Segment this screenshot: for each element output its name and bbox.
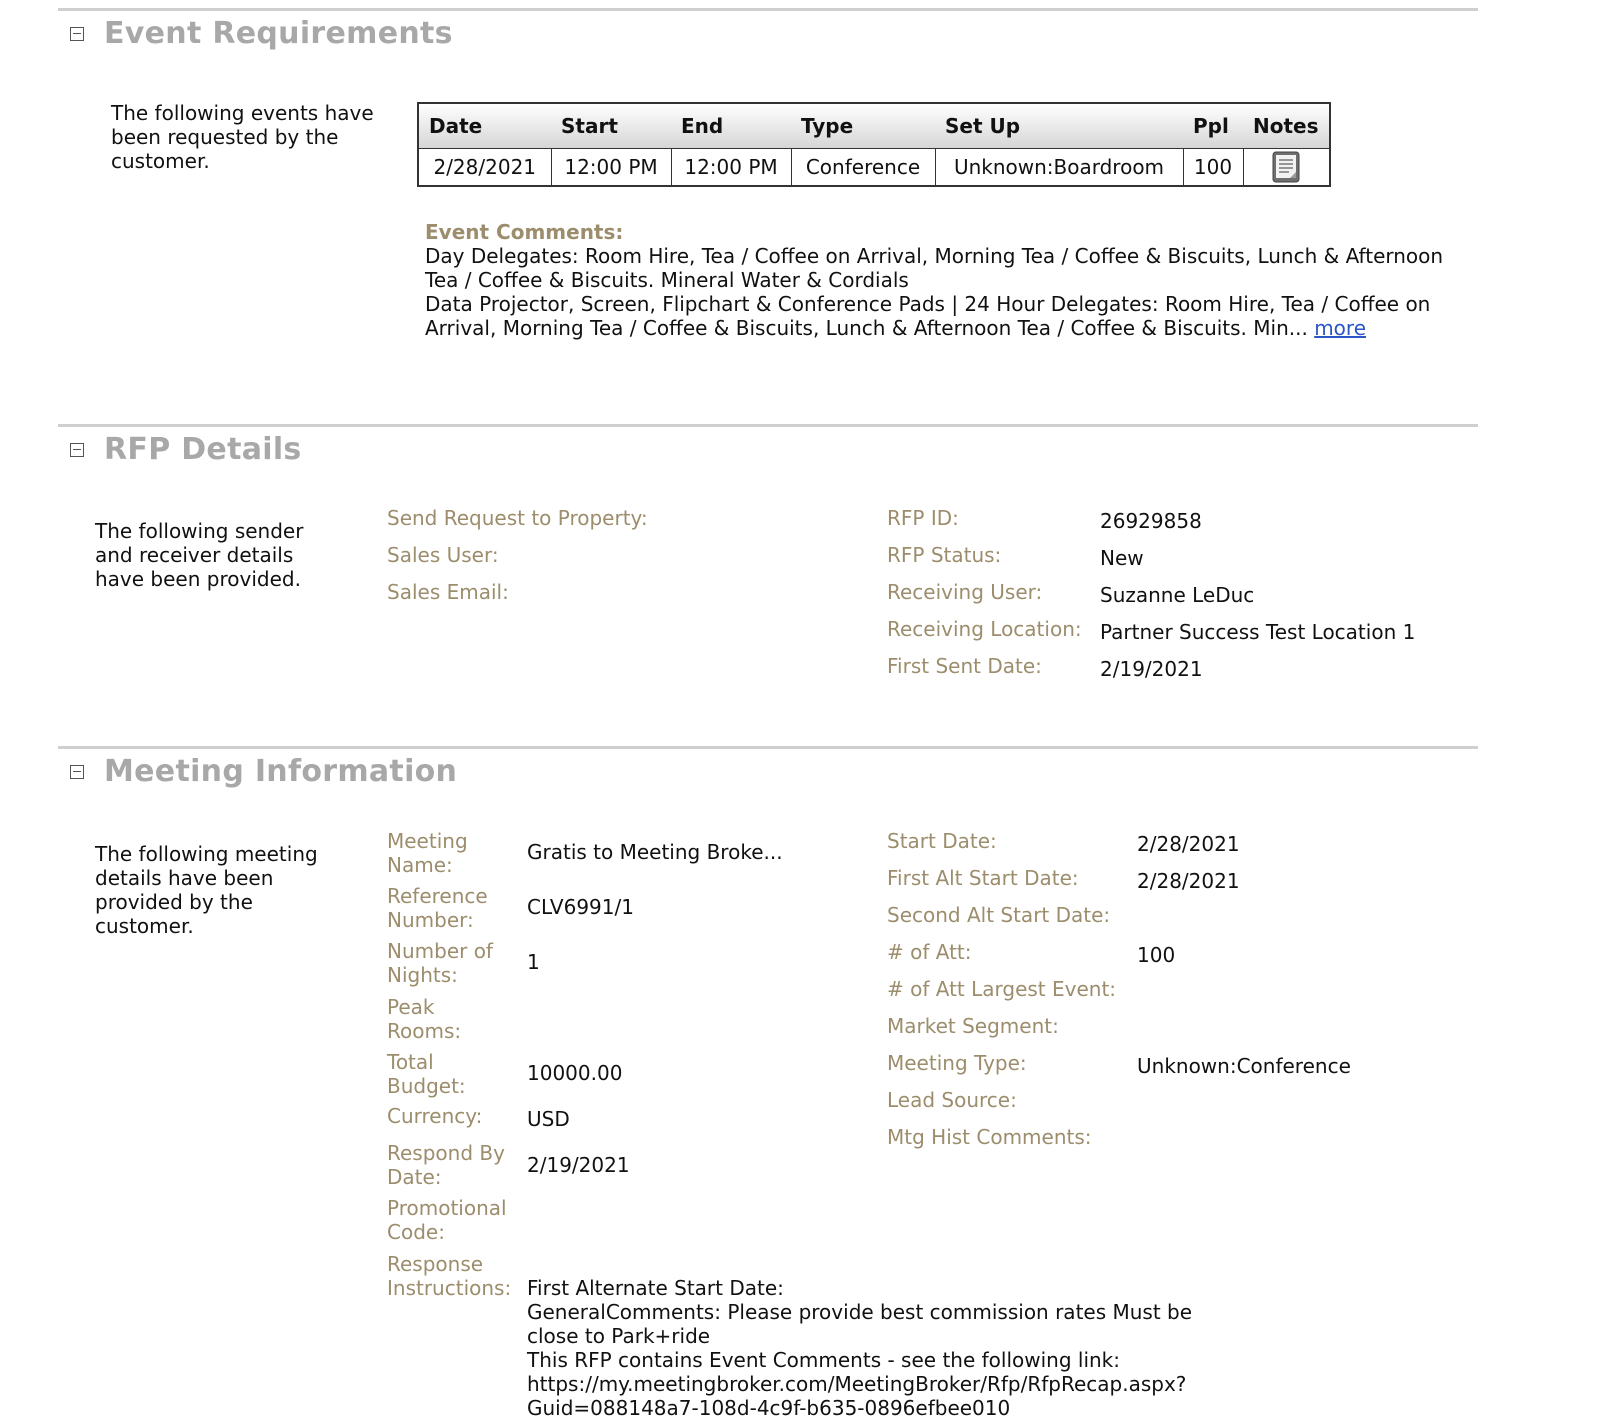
response-instructions-value xyxy=(527,1276,1247,1420)
cell-end: 12:00 PM xyxy=(671,149,791,187)
cell-notes xyxy=(1243,149,1330,187)
section-title: RFP Details xyxy=(104,432,302,467)
cell-type: Conference xyxy=(791,149,935,187)
number-of-nights-value: 1 xyxy=(527,950,540,974)
section-divider xyxy=(58,424,1478,427)
section-divider xyxy=(58,746,1478,749)
response-line: First Alternate Start Date: xyxy=(527,1276,784,1300)
total-budget-value: 10000.00 xyxy=(527,1061,623,1085)
att-largest-event-label: # of Att Largest Event: xyxy=(887,977,1117,1001)
event-comments-line2: Data Projector, Screen, Flipchart & Conference Pads | 24 Hour Delegates: Room Hire, Tea / Coffee on Arrival, Morning Tea / Coffee & Biscuits, Lunch & Afternoon Tea / Coffee & Biscuits. Min... xyxy=(425,292,1431,340)
receiving-location-value: Partner Success Test Location 1 xyxy=(1100,620,1416,644)
first-alt-start-date-label: First Alt Start Date: xyxy=(887,866,1079,890)
cell-setup: Unknown:Boardroom xyxy=(935,149,1183,187)
total-budget-label: Total Budget: xyxy=(387,1050,466,1098)
meeting-type-label: Meeting Type: xyxy=(887,1051,1027,1075)
response-instructions-label: Response Instructions: xyxy=(387,1252,512,1300)
table-header-row xyxy=(418,103,1330,149)
event-comments-label: Event Comments: xyxy=(425,220,624,244)
response-line: Guid=088148a7-108d-4c9f-b635-0896efbee010 xyxy=(527,1396,1011,1420)
col-start: Start xyxy=(551,103,671,149)
col-notes: Notes xyxy=(1243,103,1330,149)
currency-value: USD xyxy=(527,1107,570,1131)
rfp-status-label: RFP Status: xyxy=(887,543,1002,567)
rfp-id-label: RFP ID: xyxy=(887,506,959,530)
meeting-name-label: Meeting Name: xyxy=(387,829,468,877)
collapse-icon[interactable] xyxy=(70,765,84,779)
market-segment-label: Market Segment: xyxy=(887,1014,1059,1038)
cell-ppl: 100 xyxy=(1183,149,1243,187)
currency-label: Currency: xyxy=(387,1104,483,1128)
send-request-label: Send Request to Property: xyxy=(387,506,648,530)
first-alt-start-date-value: 2/28/2021 xyxy=(1137,869,1240,893)
start-date-label: Start Date: xyxy=(887,829,997,853)
cell-date: 2/28/2021 xyxy=(418,149,551,187)
col-ppl: Ppl xyxy=(1183,103,1243,149)
response-line: GeneralComments: Please provide best commission rates Must be xyxy=(527,1300,1193,1324)
response-line: https://my.meetingbroker.com/MeetingBroker/Rfp/RfpRecap.aspx? xyxy=(527,1372,1187,1396)
section-title: Event Requirements xyxy=(104,16,453,51)
notes-icon[interactable] xyxy=(1271,151,1301,183)
collapse-icon[interactable] xyxy=(70,443,84,457)
peak-rooms-label: Peak Rooms: xyxy=(387,995,462,1043)
respond-by-date-label: Respond By Date: xyxy=(387,1141,505,1189)
response-line: This RFP contains Event Comments - see the following link: xyxy=(527,1348,1120,1372)
rfp-details-header xyxy=(70,432,302,467)
first-sent-date-value: 2/19/2021 xyxy=(1100,657,1203,681)
events-table xyxy=(417,102,1331,187)
meeting-intro: The following meeting details have been provided by the customer. xyxy=(95,842,318,938)
respond-by-date-value: 2/19/2021 xyxy=(527,1153,630,1177)
lead-source-label: Lead Source: xyxy=(887,1088,1017,1112)
col-end: End xyxy=(671,103,791,149)
event-comments-line1: Day Delegates: Room Hire, Tea / Coffee on Arrival, Morning Tea / Coffee & Biscuits, Lunch & Afternoon Tea / Coffee & Biscuits. Mineral Water & Cordials xyxy=(425,244,1444,292)
event-intro: The following events have been requested by the customer. xyxy=(111,101,374,173)
first-sent-date-label: First Sent Date: xyxy=(887,654,1042,678)
sales-email-label: Sales Email: xyxy=(387,580,509,604)
section-title: Meeting Information xyxy=(104,754,458,789)
receiving-location-label: Receiving Location: xyxy=(887,617,1082,641)
rfp-status-value: New xyxy=(1100,546,1144,570)
response-line: close to Park+ride xyxy=(527,1324,711,1348)
collapse-icon[interactable] xyxy=(70,27,84,41)
sales-user-label: Sales User: xyxy=(387,543,499,567)
reference-number-label: Reference Number: xyxy=(387,884,488,932)
start-date-value: 2/28/2021 xyxy=(1137,832,1240,856)
att-value: 100 xyxy=(1137,943,1176,967)
section-divider xyxy=(58,8,1478,11)
event-comments-line2-wrap xyxy=(425,292,1445,340)
col-setup: Set Up xyxy=(935,103,1183,149)
rfp-intro: The following sender and receiver details have been provided. xyxy=(95,519,304,591)
meeting-type-value: Unknown:Conference xyxy=(1137,1054,1351,1078)
number-of-nights-label: Number of Nights: xyxy=(387,939,493,987)
att-label: # of Att: xyxy=(887,940,972,964)
receiving-user-label: Receiving User: xyxy=(887,580,1043,604)
second-alt-start-date-label: Second Alt Start Date: xyxy=(887,903,1111,927)
col-date: Date xyxy=(418,103,551,149)
receiving-user-value: Suzanne LeDuc xyxy=(1100,583,1255,607)
event-requirements-header xyxy=(70,16,453,51)
cell-start: 12:00 PM xyxy=(551,149,671,187)
promotional-code-label: Promotional Code: xyxy=(387,1196,507,1244)
table-row xyxy=(418,149,1330,187)
meeting-information-header xyxy=(70,754,457,789)
col-type: Type xyxy=(791,103,935,149)
event-comments xyxy=(425,220,1445,340)
meeting-name-value: Gratis to Meeting Broke... xyxy=(527,840,783,864)
more-link[interactable]: more xyxy=(1314,316,1367,340)
rfp-id-value: 26929858 xyxy=(1100,509,1202,533)
mtg-hist-comments-label: Mtg Hist Comments: xyxy=(887,1125,1092,1149)
reference-number-value: CLV6991/1 xyxy=(527,895,634,919)
